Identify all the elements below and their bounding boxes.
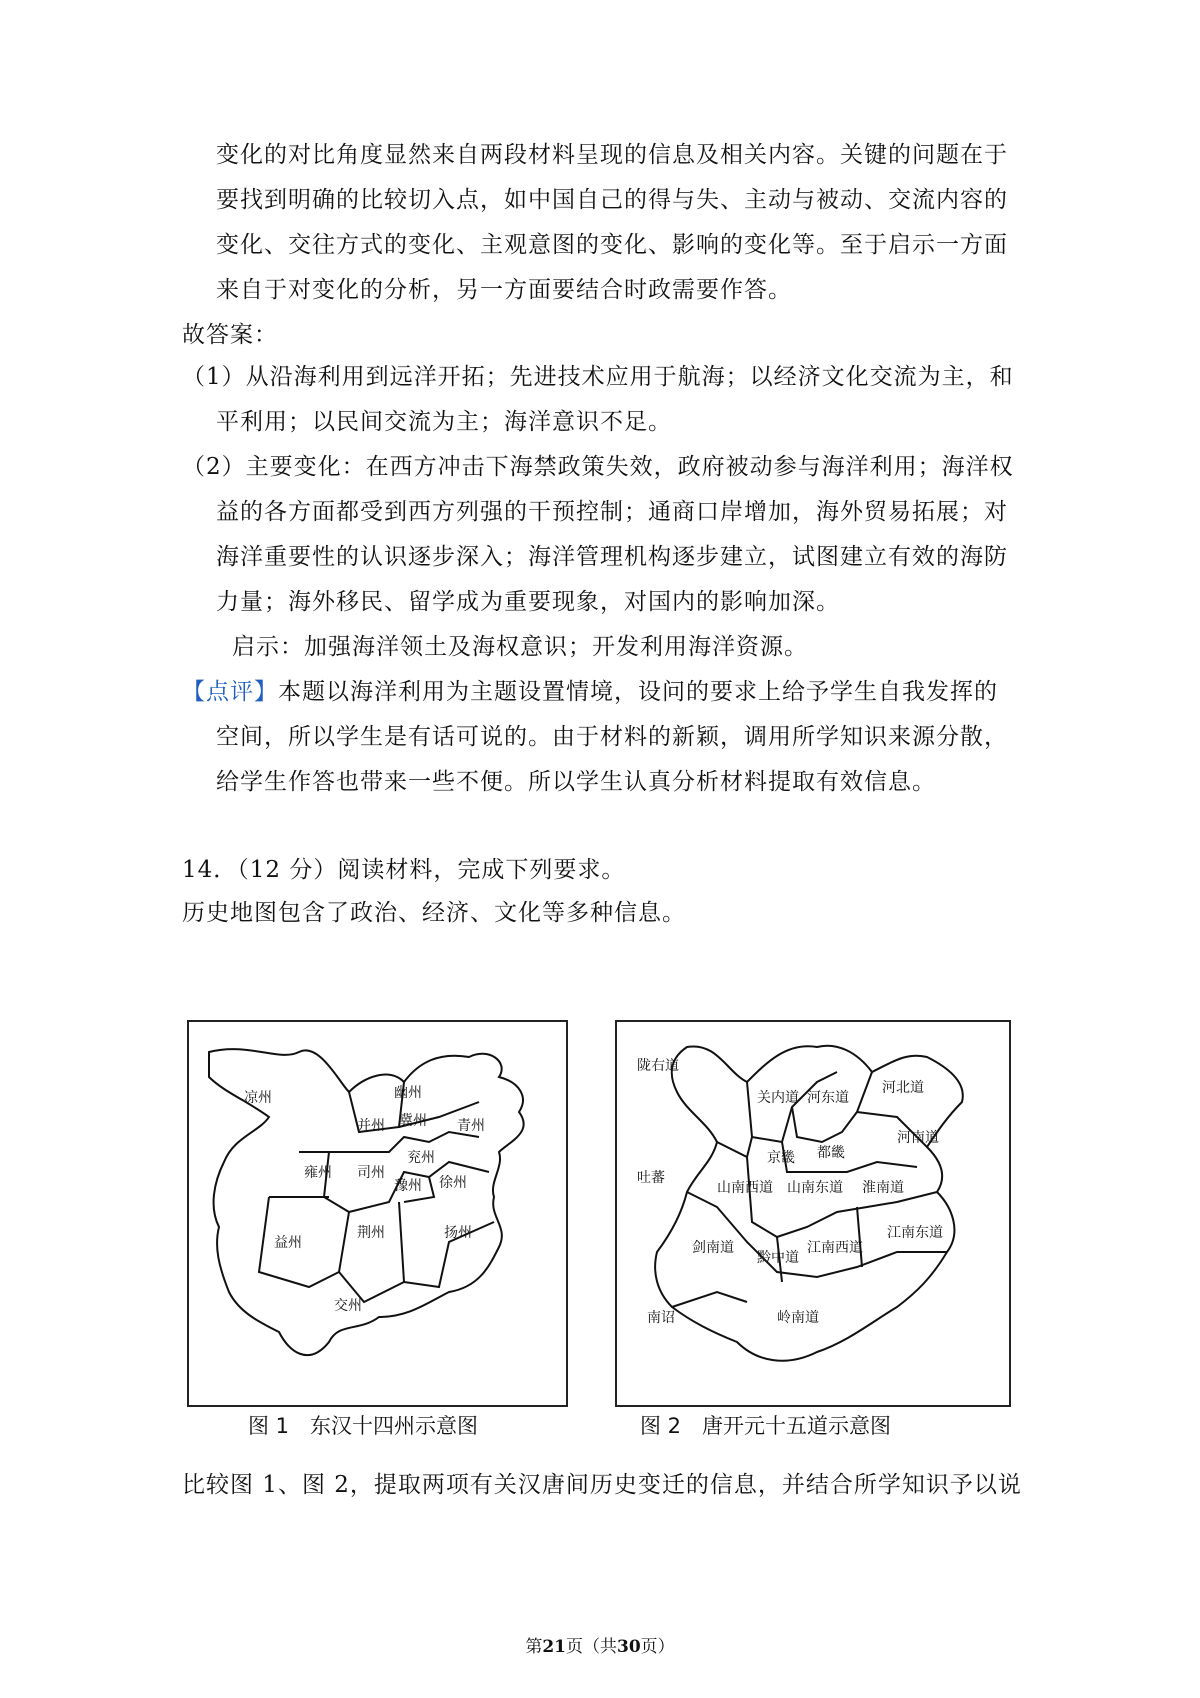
comment-text-1: 本题以海洋利用为主题设置情境，设问的要求上给予学生自我发挥的 — [278, 679, 998, 705]
footer-suffix: 页） — [640, 1637, 675, 1657]
map2-caption: 图 2 唐开元十五道示意图 — [640, 1414, 892, 1438]
map2-label-henan: 河南道 — [897, 1130, 939, 1146]
analysis-line-1: 变化的对比角度显然来自两段材料呈现的信息及相关内容。关键的问题在于 — [216, 142, 1008, 168]
answer1-line-2: 平利用；以民间交流为主；海洋意识不足。 — [216, 409, 672, 435]
map1-labels — [244, 1085, 485, 1314]
map2-label-nanzhao: 南诏 — [647, 1310, 675, 1326]
map1-label-qingzhou: 青州 — [457, 1118, 485, 1134]
map2-labels — [637, 1057, 943, 1326]
map2-label-jiangnanxi: 江南西道 — [807, 1240, 863, 1256]
map1-drawing — [189, 1022, 566, 1405]
question14-prompt: 比较图 1、图 2，提取两项有关汉唐间历史变迁的信息，并结合所学知识予以说 — [182, 1472, 1022, 1498]
enlightenment: 启示：加强海洋领土及海权意识；开发利用海洋资源。 — [232, 634, 808, 660]
map2-label-huainan: 淮南道 — [862, 1180, 904, 1196]
map1-caption: 图 1 东汉十四州示意图 — [248, 1414, 479, 1438]
map2-label-jiannan: 剑南道 — [692, 1240, 734, 1256]
map1-label-bingzhou: 并州 — [357, 1118, 385, 1134]
answer-label: 故答案： — [182, 322, 278, 348]
map1-label-sizhou: 司州 — [357, 1165, 385, 1181]
map2-label-duji: 都畿 — [817, 1145, 845, 1161]
answer2-line-4: 力量；海外移民、留学成为重要现象，对国内的影响加深。 — [216, 589, 840, 615]
map2-label-shannandong: 山南东道 — [787, 1180, 843, 1196]
comment-line-1 — [182, 677, 998, 707]
map1-label-yangzhou: 扬州 — [444, 1225, 472, 1241]
map1-label-xuzhou: 徐州 — [439, 1175, 467, 1191]
map2-label-tubo: 吐蕃 — [637, 1170, 665, 1186]
answer1-line-1: （1）从沿海利用到远洋开拓；先进技术应用于航海；以经济文化交流为主，和 — [182, 364, 1014, 390]
question14-intro: 历史地图包含了政治、经济、文化等多种信息。 — [182, 900, 686, 926]
footer-middle: 页（共 — [566, 1637, 617, 1657]
answer2-line-1: （2）主要变化：在西方冲击下海禁政策失效，政府被动参与海洋利用；海洋权 — [182, 454, 1014, 480]
footer-prefix: 第 — [525, 1637, 543, 1657]
map1-label-jiaozhou: 交州 — [334, 1298, 362, 1314]
map2-label-hedong: 河东道 — [807, 1090, 849, 1106]
map2-tang-fifteen-circuits — [615, 1020, 1011, 1407]
footer-total-pages: 30 — [617, 1637, 641, 1657]
map1-label-yongzhou: 雍州 — [304, 1165, 332, 1181]
map2-label-lingnan: 岭南道 — [777, 1310, 819, 1326]
map1-han-fourteen-provinces — [187, 1020, 568, 1407]
map1-label-jizhou: 冀州 — [399, 1113, 427, 1129]
map1-label-youzhou: 幽州 — [394, 1085, 422, 1101]
map2-label-shannanxi: 山南西道 — [717, 1180, 773, 1196]
map2-label-guannei: 关内道 — [757, 1090, 799, 1106]
map2-label-longyou: 陇右道 — [637, 1058, 679, 1074]
comment-line-3: 给学生作答也带来一些不便。所以学生认真分析材料提取有效信息。 — [216, 769, 936, 795]
analysis-line-4: 来自于对变化的分析，另一方面要结合时政需要作答。 — [216, 277, 792, 303]
answer2-line-3: 海洋重要性的认识逐步深入；海洋管理机构逐步建立，试图建立有效的海防 — [216, 544, 1008, 570]
page-footer — [0, 1632, 1200, 1657]
map1-label-yanzhou: 兖州 — [407, 1150, 435, 1166]
map2-drawing — [617, 1022, 1009, 1405]
map1-label-yuzhou: 豫州 — [394, 1178, 422, 1194]
analysis-line-3: 变化、交往方式的变化、主观意图的变化、影响的变化等。至于启示一方面 — [216, 232, 1008, 258]
comment-line-2: 空间，所以学生是有话可说的。由于材料的新颖，调用所学知识来源分散， — [216, 724, 1008, 750]
answer2-line-2: 益的各方面都受到西方列强的干预控制；通商口岸增加，海外贸易拓展；对 — [216, 499, 1008, 525]
footer-page-number: 21 — [542, 1637, 566, 1657]
map2-label-qianzhong: 黔中道 — [757, 1250, 799, 1266]
map1-label-yizhou: 益州 — [274, 1235, 302, 1251]
map1-label-jingzhou: 荆州 — [357, 1225, 385, 1241]
map1-label-liangzhou: 凉州 — [244, 1090, 272, 1106]
question14-title: 14．（12 分）阅读材料，完成下列要求。 — [182, 857, 626, 883]
analysis-line-2: 要找到明确的比较切入点，如中国自己的得与失、主动与被动、交流内容的 — [216, 187, 1008, 213]
map2-label-jiangnandong: 江南东道 — [887, 1225, 943, 1241]
comment-tag: 【点评】 — [182, 679, 278, 705]
map2-label-hebei: 河北道 — [882, 1080, 924, 1096]
map2-label-jingji: 京畿 — [767, 1150, 795, 1166]
